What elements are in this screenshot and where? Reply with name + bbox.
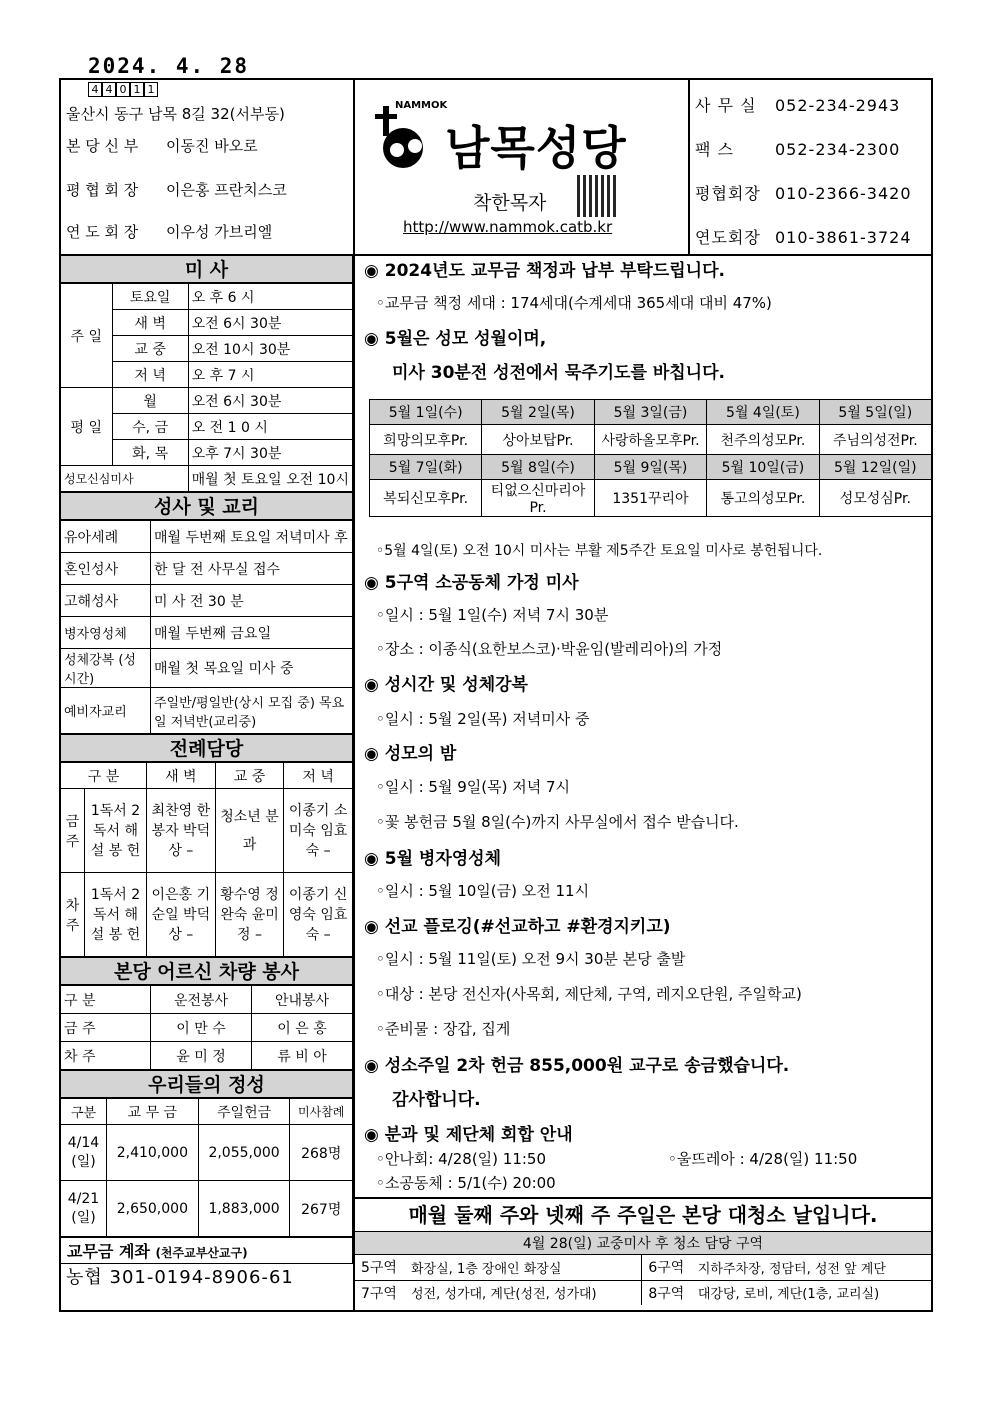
notice-5-note: ◦꽃 봉헌금 5월 8일(수)까지 사무실에서 접수 받습니다. [376, 813, 739, 831]
account-title: 교무금 계좌 (천주교부산교구) [60, 1237, 353, 1264]
bulletin-date: 2024. 4. 28 [88, 54, 250, 78]
logo-brand: NAMMOK [395, 100, 448, 111]
notice-7-items: ◦준비물 : 장갑, 집게 [376, 1020, 511, 1038]
liturgy-table: 구 분 새 벽 교 중 저 녁 금 주 1독서 2독서 해 설 봉 헌 최찬영 한봉자 박덕상 – 청소년 분 과 이종기 소미숙 임효숙 – 차 주 1독서 2독서 해 설 봉 헌 이은홍 기순일 박덕상 – 황수영 정완숙 윤미정 – 이종기 신영숙 임효숙 – [60, 762, 353, 957]
header-divider-right [688, 78, 690, 254]
offering-table: 구분 교 무 금 주일헌금 미사참례 4/14 (일) 2,410,000 2,055,000 268명 4/21 (일) 2,650,000 1,883,000 267명 [60, 1098, 353, 1237]
sacraments-table: 유아세례 매월 두번째 토요일 저녁미사 후 혼인성사 한 달 전 사무실 접수 고해성사 미 사 전 30 분 병자영성체 매월 두번째 금요일 성체강복 (성시간) 매월 첫 목요일 미사 중 예비자교리 주일반/평일반(상시 모집 중) 목요일 저녁반(교리중) [60, 520, 353, 734]
notice-7-date: ◦일시 : 5월 11일(토) 오전 9시 30분 본당 출발 [376, 950, 686, 968]
staff-yeondo: 연 도 회 장 이우성 가브리엘 [66, 223, 273, 241]
notice-9-title: ◉ 분과 및 제단체 회합 안내 [364, 1125, 573, 1145]
notice-4-date: ◦일시 : 5월 2일(목) 저녁미사 중 [376, 710, 590, 728]
church-cross-icon [373, 102, 443, 172]
sacraments-title: 성사 및 교리 [60, 492, 353, 520]
notice-2-note: ◦5월 4일(토) 오전 10시 미사는 부활 제5주간 토요일 미사로 봉헌됩니다. [376, 543, 823, 559]
parish-logo [355, 80, 688, 252]
notice-2-title: ◉ 5월은 성모 성월이며, [364, 329, 547, 349]
notice-9-ultreya: ◦울뜨레아 : 4/28(일) 11:50 [668, 1150, 858, 1168]
contact-fax: 팩 스 052-234-2300 [695, 140, 901, 159]
qr-code-icon[interactable] [577, 175, 619, 217]
cleaning-table: 5구역 화장실, 1층 장애인 화장실 6구역 지하주차장, 정담터, 성전 앞 계단 7구역 성전, 성가대, 계단(성전, 성가대) 8구역 대강당, 로비, 계단(1층, 교리실) [355, 1255, 931, 1305]
cleaning-section [355, 1197, 931, 1305]
staff-council: 평 협 회 장 이은홍 프란치스코 [66, 181, 287, 199]
cleaning-subtitle: 4월 28(일) 교중미사 후 청소 담당 구역 [355, 1231, 931, 1255]
notice-3-title: ◉ 5구역 소공동체 가정 미사 [364, 573, 579, 593]
rosary-schedule-table: 5월 1일(수) 5월 2일(목) 5월 3일(금) 5월 4일(토) 5월 5일(일) 희망의모후Pr. 상아보탑Pr. 사랑하올모후Pr. 천주의성모Pr. 주님의성전Pr. 5월 7일(화) 5월 8일(수) 5월 9일(목) 5월 10일(금) 5월 12일(일) 복되신모후Pr. 티없으신마리아Pr. 1351꾸리아 통고의성모Pr. 성모성심Pr. [369, 399, 932, 517]
notice-5-title: ◉ 성모의 밤 [364, 744, 457, 764]
notice-4-title: ◉ 성시간 및 성체강복 [364, 675, 528, 695]
postal-code: 4 4 0 1 1 [88, 82, 158, 97]
mass-title: 미 사 [60, 255, 353, 283]
notice-9-anna: ◦안나회: 4/28(일) 11:50 [376, 1150, 547, 1168]
notice-3-date: ◦일시 : 5월 1일(수) 저녁 7시 30분 [376, 606, 609, 624]
cleaning-banner: 매월 둘째 주와 넷째 주 주일은 본당 대청소 날입니다. [408, 1203, 878, 1227]
contact-office: 사 무 실 052-234-2943 [695, 96, 901, 115]
contact-yeondo: 연도회장 010-3861-3724 [695, 228, 912, 247]
notice-1-detail: ◦교무금 책정 세대 : 174세대(수계세대 365세대 대비 47%) [376, 294, 772, 312]
parish-name: 남목성당 [445, 121, 627, 175]
account-number: 농협 301-0194-8906-61 [66, 1267, 294, 1288]
address: 울산시 동구 남목 8길 32(서부동) [66, 105, 285, 123]
vehicle-table: 구 분 운전봉사 안내봉사 금 주 이 만 수 이 은 홍 차 주 윤 미 정 류 비 아 [60, 985, 353, 1070]
notice-9-community: ◦소공동체 : 5/1(수) 20:00 [376, 1174, 556, 1192]
parish-url-link[interactable]: http://www.nammok.catb.kr [403, 218, 613, 236]
notice-7-target: ◦대상 : 본당 전신자(사목회, 제단체, 구역, 레지오단원, 주일학교) [376, 985, 802, 1003]
vehicle-title: 본당 어르신 차량 봉사 [60, 957, 353, 985]
notice-6-date: ◦일시 : 5월 10일(금) 오전 11시 [376, 882, 590, 900]
notice-6-title: ◉ 5월 병자영성체 [364, 849, 502, 869]
left-column [60, 255, 353, 1291]
notice-7-title: ◉ 선교 플로깅(#선교하고 #환경지키고) [364, 917, 671, 937]
mass-table: 주 일 토요일 오 후 6 시 새 벽 오전 6시 30분 교 중 오전 10시 30분 저 녁 오 후 7 시 평 일 월 오전 6시 30분 수, 금 오 전 1 0 시 화, 목 오후 7시 30분 성모신심미사 매월 첫 토요일 오전 10시 [60, 283, 353, 492]
notice-1-title: ◉ 2024년도 교무금 책정과 납부 부탁드립니다. [364, 261, 725, 281]
parish-motto: 착한목자 [473, 192, 547, 214]
notices [358, 254, 932, 1254]
notice-8-sub: 감사합니다. [392, 1090, 481, 1110]
column-divider [353, 78, 355, 1312]
liturgy-title: 전례담당 [60, 734, 353, 762]
contact-council: 평협회장 010-2366-3420 [695, 184, 912, 203]
notice-5-date: ◦일시 : 5월 9일(목) 저녁 7시 [376, 778, 570, 796]
staff-priest: 본 당 신 부 이동진 바오로 [66, 137, 258, 155]
notice-3-place: ◦장소 : 이종식(요한보스코)·박윤임(발레리아)의 가정 [376, 640, 723, 658]
notice-8-title: ◉ 성소주일 2차 헌금 855,000원 교구로 송금했습니다. [364, 1056, 790, 1076]
offering-title: 우리들의 정성 [60, 1070, 353, 1098]
notice-2-sub: 미사 30분전 성전에서 묵주기도를 바칩니다. [392, 363, 725, 383]
